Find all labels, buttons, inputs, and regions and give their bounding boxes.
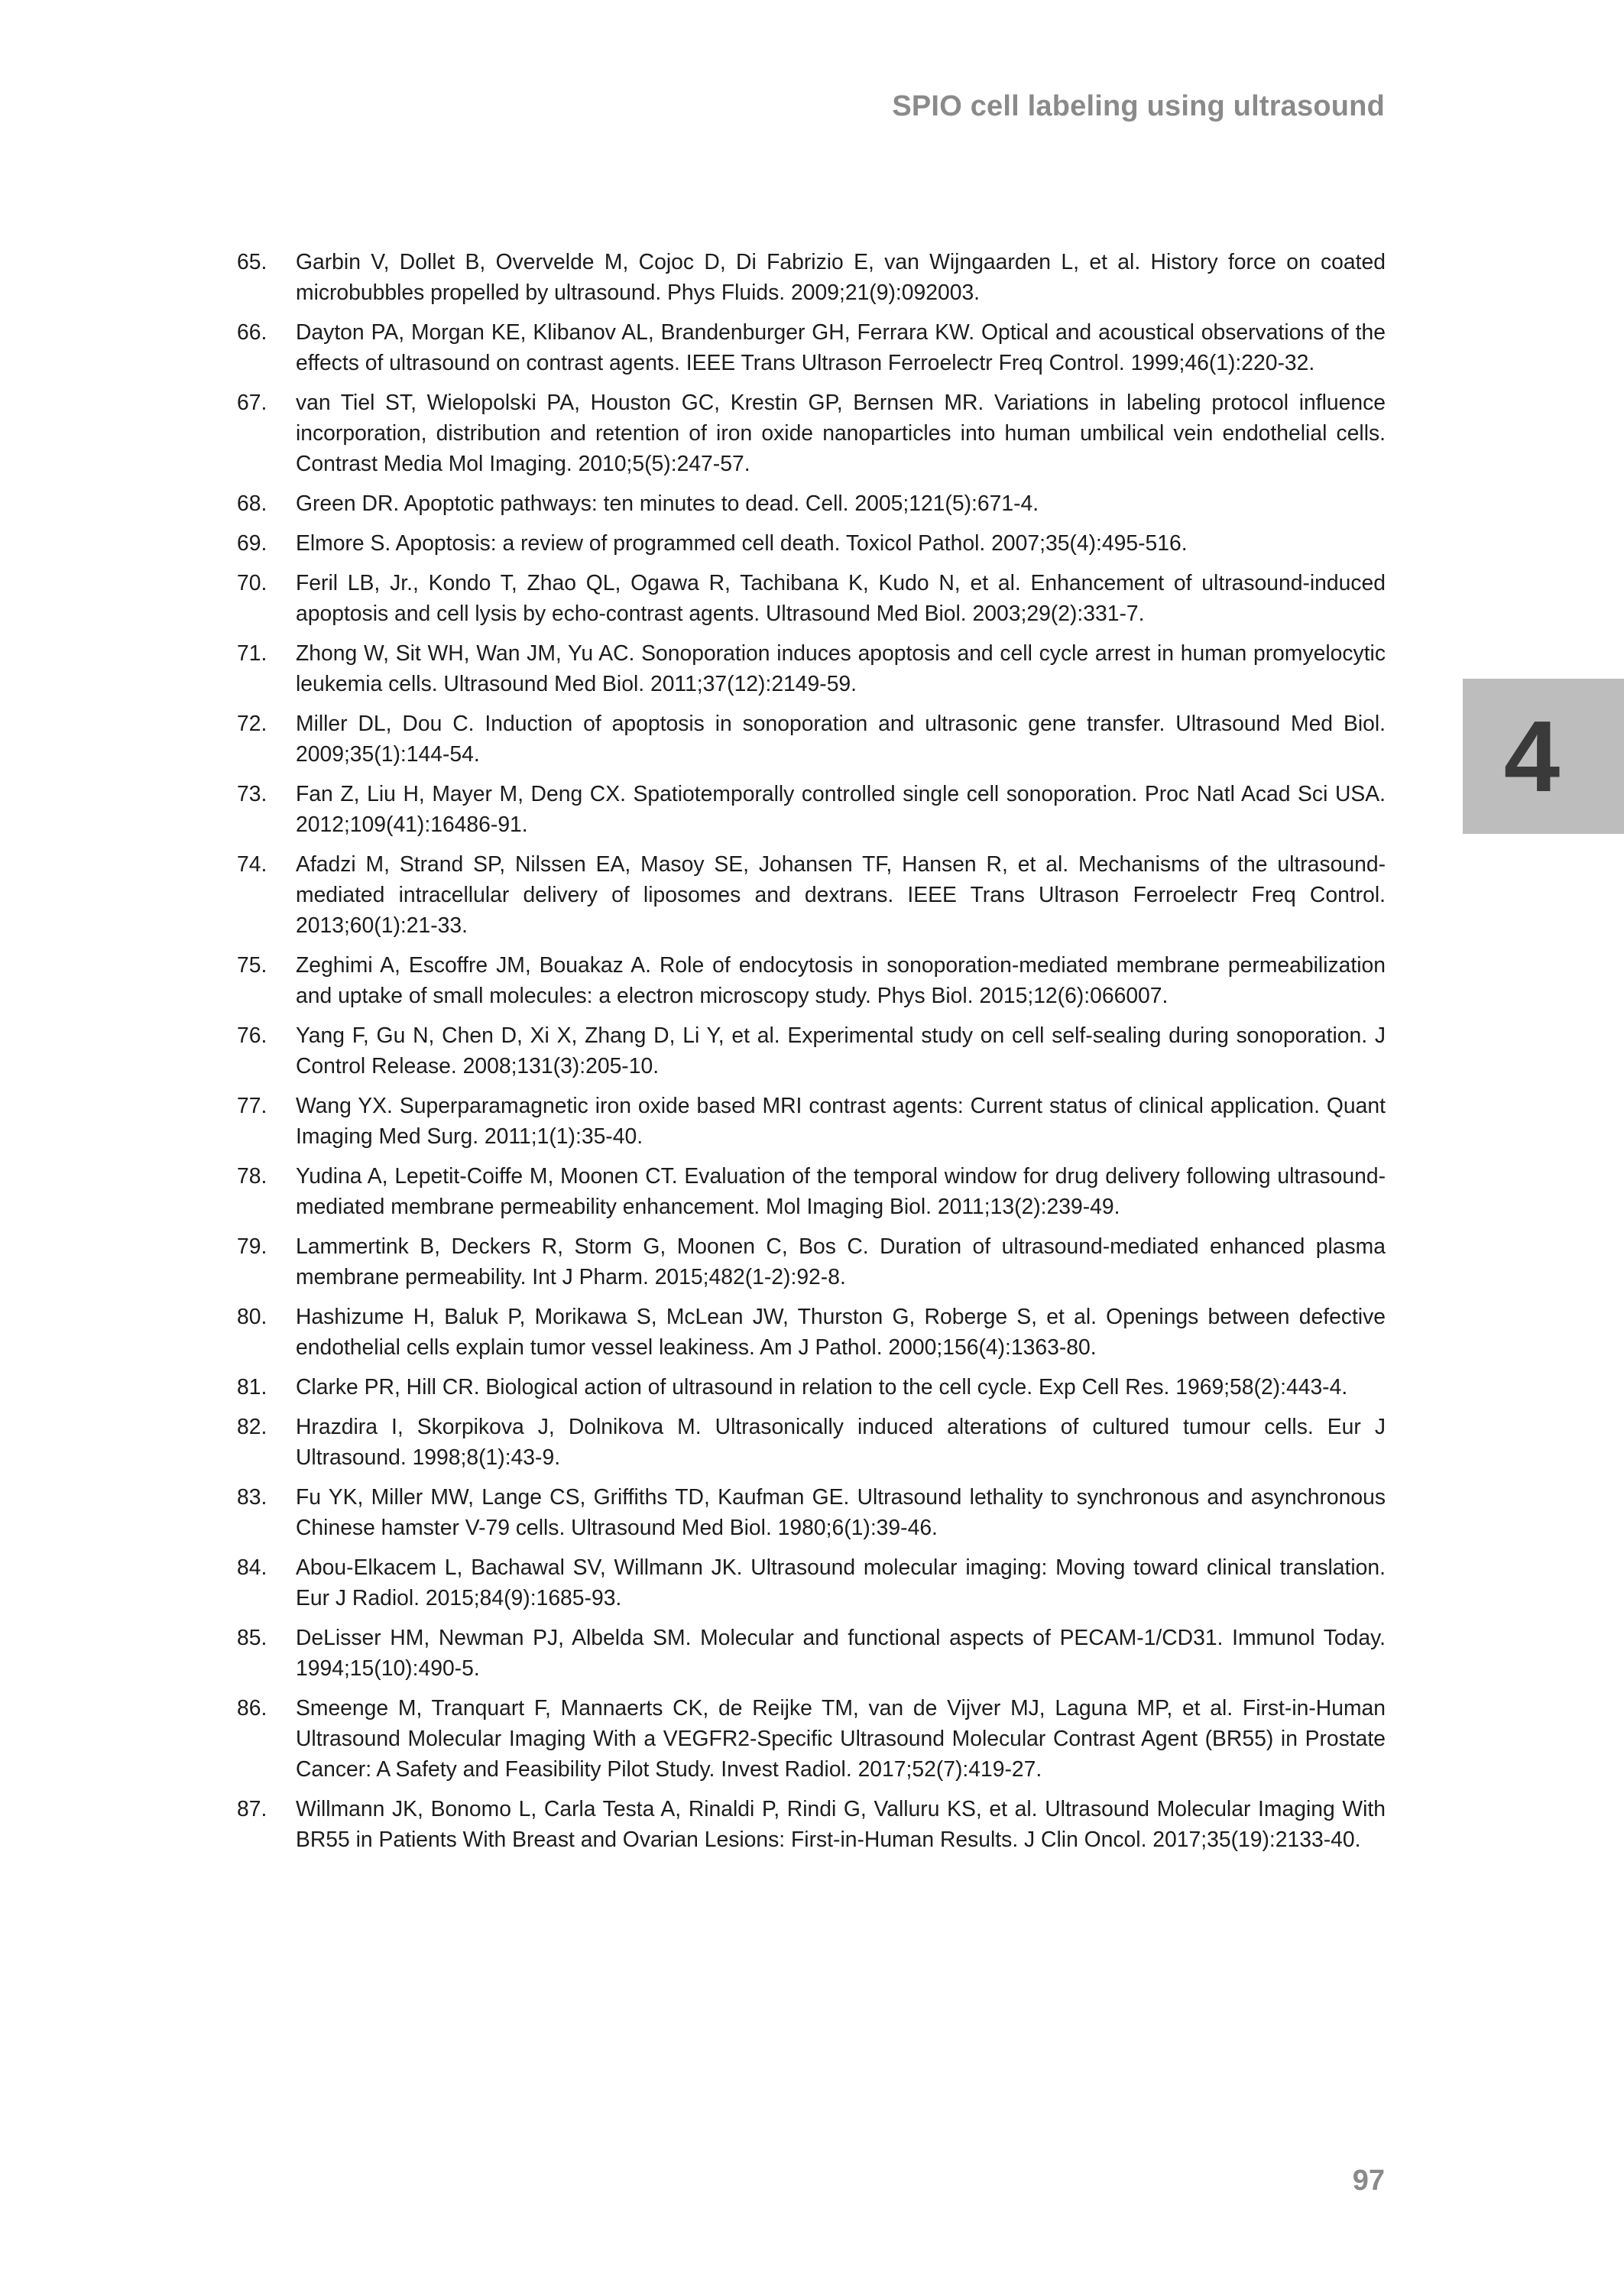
reference-number: 81. [237,1374,267,1399]
running-header-title: SPIO cell labeling using ultrasound [892,90,1385,122]
chapter-number: 4 [1503,700,1561,812]
reference-text: van Tiel ST, Wielopolski PA, Houston GC, Krestin GP, Bernsen MR. Variations in labeling protocol influence incorporation, distribution and retention of iron oxide nanoparticles into human umbilical vein endothelial cells. Contrast Media Mol Imaging. 2010;5(5):247-57. [296,390,1386,475]
reference-item [237,1411,1386,1472]
reference-number: 78. [237,1163,267,1188]
reference-text: Smeenge M, Tranquart F, Mannaerts CK, de Reijke TM, van de Vijver MJ, Laguna MP, et al. First-in-Human Ultrasound Molecular Imaging With a VEGFR2-Specific Ultrasound Molecular Contrast Agent (BR55) in Prostate Cancer: A Safety and Feasibility Pilot Study. Invest Radiol. 2017;52(7):419-27. [296,1695,1386,1781]
reference-text: Zeghimi A, Escoffre JM, Bouakaz A. Role of endocytosis in sonoporation-mediated membrane permeabilization and uptake of small molecules: a electron microscopy study. Phys Biol. 2015;12(6):066007. [296,952,1386,1007]
reference-text: Green DR. Apoptotic pathways: ten minutes to dead. Cell. 2005;121(5):671-4. [296,491,1039,515]
reference-text: Wang YX. Superparamagnetic iron oxide based MRI contrast agents: Current status of clinical application. Quant Imaging Med Surg. 2011;1(1):35-40. [296,1093,1386,1148]
reference-item [237,848,1386,940]
reference-text: DeLisser HM, Newman PJ, Albelda SM. Molecular and functional aspects of PECAM-1/CD31. Immunol Today. 1994;15(10):490-5. [296,1625,1386,1680]
reference-number: 67. [237,390,267,414]
reference-item [237,1692,1386,1784]
reference-number: 86. [237,1695,267,1720]
reference-number: 66. [237,319,267,344]
reference-item [237,778,1386,839]
reference-number: 76. [237,1023,267,1047]
reference-item [237,1481,1386,1542]
reference-item [237,1090,1386,1151]
reference-number: 75. [237,952,267,977]
reference-item [237,488,1386,518]
reference-text: Hrazdira I, Skorpikova J, Dolnikova M. Ultrasonically induced alterations of cultured tumour cells. Eur J Ultrasound. 1998;8(1):43-9. [296,1414,1386,1469]
reference-text: Elmore S. Apoptosis: a review of programmed cell death. Toxicol Pathol. 2007;35(4):495-516. [296,530,1188,555]
reference-number: 74. [237,851,267,876]
reference-number: 70. [237,570,267,595]
reference-number: 80. [237,1304,267,1328]
reference-text: Hashizume H, Baluk P, Morikawa S, McLean JW, Thurston G, Roberge S, et al. Openings between defective endothelial cells explain tumor vessel leakiness. Am J Pathol. 2000;156(4):1363-80. [296,1304,1386,1359]
reference-item [237,1301,1386,1362]
reference-number: 77. [237,1093,267,1117]
reference-item [237,567,1386,628]
reference-text: Miller DL, Dou C. Induction of apoptosis in sonoporation and ultrasonic gene transfer. Ultrasound Med Biol. 2009;35(1):144-54. [296,711,1386,766]
reference-number: 73. [237,781,267,806]
reference-text: Lammertink B, Deckers R, Storm G, Moonen C, Bos C. Duration of ultrasound-mediated enhanced plasma membrane permeability. Int J Pharm. 2015;482(1-2):92-8. [296,1234,1386,1289]
reference-item [237,387,1386,478]
reference-text: Willmann JK, Bonomo L, Carla Testa A, Rinaldi P, Rindi G, Valluru KS, et al. Ultrasound Molecular Imaging With BR55 in Patients With Breast and Ovarian Lesions: First-in-Human Results. J Clin Oncol. 2017;35(19):2133-40. [296,1796,1386,1851]
reference-text: Fu YK, Miller MW, Lange CS, Griffiths TD, Kaufman GE. Ultrasound lethality to synchronous and asynchronous Chinese hamster V-79 cells. Ultrasound Med Biol. 1980;6(1):39-46. [296,1484,1386,1539]
reference-number: 68. [237,491,267,515]
reference-item [237,1020,1386,1081]
reference-item [237,246,1386,307]
reference-item [237,1371,1386,1402]
reference-text: Yang F, Gu N, Chen D, Xi X, Zhang D, Li Y, et al. Experimental study on cell self-sealing during sonoporation. J Control Release. 2008;131(3):205-10. [296,1023,1386,1078]
reference-item [237,708,1386,769]
reference-number: 83. [237,1484,267,1509]
reference-text: Dayton PA, Morgan KE, Klibanov AL, Brandenburger GH, Ferrara KW. Optical and acoustical observations of the effects of ultrasound on contrast agents. IEEE Trans Ultrason Ferroelectr Freq Control. 1999;46(1):220-32. [296,319,1386,375]
reference-item [237,527,1386,558]
reference-item [237,1231,1386,1292]
reference-text: Feril LB, Jr., Kondo T, Zhao QL, Ogawa R, Tachibana K, Kudo N, et al. Enhancement of ultrasound-induced apoptosis and cell lysis by echo-contrast agents. Ultrasound Med Biol. 2003;29(2):331-7. [296,570,1386,625]
chapter-tab [1463,679,1624,834]
reference-text: Afadzi M, Strand SP, Nilssen EA, Masoy SE, Johansen TF, Hansen R, et al. Mechanisms of the ultrasound-mediated intracellular delivery of liposomes and dextrans. IEEE Trans Ultrason Ferroelectr Freq Control. 2013;60(1):21-33. [296,851,1386,937]
reference-number: 72. [237,711,267,735]
reference-text: Abou-Elkacem L, Bachawal SV, Willmann JK. Ultrasound molecular imaging: Moving toward clinical translation. Eur J Radiol. 2015;84(9):1685-93. [296,1555,1386,1610]
reference-number: 82. [237,1414,267,1438]
reference-item [237,949,1386,1010]
reference-list [237,246,1386,1863]
reference-number: 79. [237,1234,267,1258]
reference-number: 71. [237,641,267,665]
reference-text: Fan Z, Liu H, Mayer M, Deng CX. Spatiotemporally controlled single cell sonoporation. Proc Natl Acad Sci USA. 2012;109(41):16486-91. [296,781,1386,836]
reference-item [237,1793,1386,1854]
reference-item [237,1622,1386,1683]
reference-text: Clarke PR, Hill CR. Biological action of ultrasound in relation to the cell cycle. Exp Cell Res. 1969;58(2):443-4. [296,1374,1348,1399]
reference-number: 69. [237,530,267,555]
reference-item [237,637,1386,699]
reference-text: Garbin V, Dollet B, Overvelde M, Cojoc D, Di Fabrizio E, van Wijngaarden L, et al. History force on coated microbubbles propelled by ultrasound. Phys Fluids. 2009;21(9):092003. [296,249,1386,304]
reference-item [237,1552,1386,1613]
reference-text: Zhong W, Sit WH, Wan JM, Yu AC. Sonoporation induces apoptosis and cell cycle arrest in human promyelocytic leukemia cells. Ultrasound Med Biol. 2011;37(12):2149-59. [296,641,1386,696]
reference-text: Yudina A, Lepetit-Coiffe M, Moonen CT. Evaluation of the temporal window for drug delivery following ultrasound-mediated membrane permeability enhancement. Mol Imaging Biol. 2011;13(2):239-49. [296,1163,1386,1218]
reference-number: 87. [237,1796,267,1821]
reference-number: 84. [237,1555,267,1579]
reference-item [237,1160,1386,1221]
reference-number: 85. [237,1625,267,1649]
page-number: 97 [1352,2165,1385,2197]
reference-item [237,316,1386,378]
reference-number: 65. [237,249,267,274]
